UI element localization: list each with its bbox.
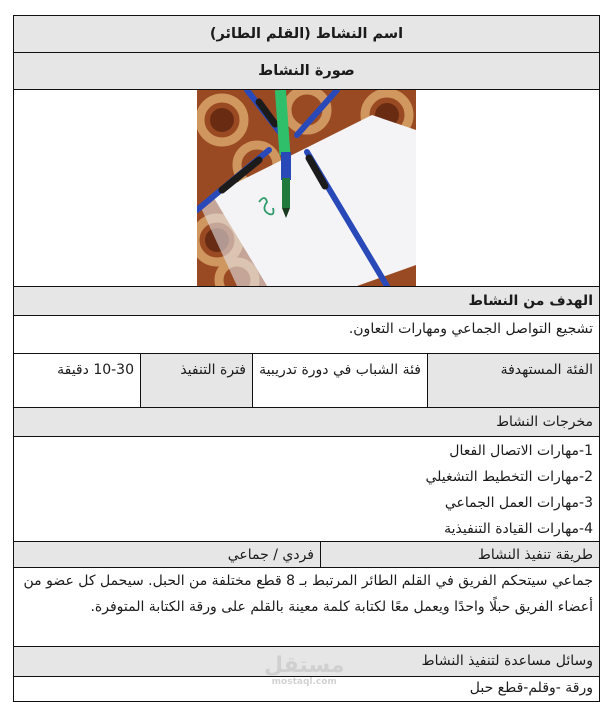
outcome-item: 3-مهارات العمل الجماعي xyxy=(444,495,593,511)
outcome-item: 4-مهارات القيادة التنفيذية xyxy=(444,521,593,537)
target-group-value-cell xyxy=(252,354,427,407)
tools-value-row xyxy=(14,677,599,701)
outcomes-label: مخرجات النشاط xyxy=(496,414,593,430)
activity-image-label-row xyxy=(14,53,599,90)
method-value-cell xyxy=(14,542,320,567)
flying-pen-photo-icon xyxy=(197,90,416,286)
duration-label-cell xyxy=(140,354,252,407)
method-label: طريقة تنفيذ النشاط xyxy=(477,547,593,563)
method-row xyxy=(14,542,599,568)
target-group-value: فئة الشباب في دورة تدريبية xyxy=(259,362,421,378)
tools-label: وسائل مساعدة لتنفيذ النشاط xyxy=(421,653,593,669)
outcome-item: 2-مهارات التخطيط التشغيلي xyxy=(425,469,593,485)
method-value: فردي / جماعي xyxy=(227,547,314,563)
activity-image-label: صورة النشاط xyxy=(258,63,355,79)
activity-name-row xyxy=(14,16,599,53)
outcome-item: 1-مهارات الاتصال الفعال xyxy=(449,443,593,459)
method-description: جماعي سيتحكم الفريق في القلم الطائر المرتبط بـ 8 قطع مختلفة من الحبل. سيحمل كل عضو من أعضاء الفريق حبلًا واحدًا ويعمل معًا لكتابة كلمة معينة بالقلم على ورقة الكتابة المتوفرة. xyxy=(23,573,593,615)
activity-name-title: اسم النشاط (القلم الطائر) xyxy=(209,26,404,42)
duration-value: 10-30 دقيقة xyxy=(57,362,134,378)
method-description-row xyxy=(14,568,599,647)
outcomes-label-row xyxy=(14,408,599,437)
activity-photo xyxy=(197,90,416,286)
tools-value: ورقة -وقلم-قطع حبل xyxy=(469,680,593,696)
tools-label-row xyxy=(14,647,599,687)
goal-text: تشجيع التواصل الجماعي ومهارات التعاون. xyxy=(348,321,593,337)
activity-image-row xyxy=(14,90,599,287)
duration-value-cell xyxy=(14,354,140,407)
outcomes-list xyxy=(14,437,599,542)
watermark-arabic: مستقل xyxy=(264,653,345,678)
goal-text-row xyxy=(14,316,599,354)
activity-card-table xyxy=(13,15,600,702)
watermark-latin: mostaql.com xyxy=(271,677,337,687)
info-row xyxy=(14,354,599,408)
goal-label: الهدف من النشاط xyxy=(468,293,593,309)
target-group-label-cell xyxy=(427,354,599,407)
target-group-label: الفئة المستهدفة xyxy=(500,362,593,378)
goal-label-row xyxy=(14,287,599,316)
method-label-cell xyxy=(320,542,599,567)
duration-label: فترة التنفيذ xyxy=(180,362,246,378)
